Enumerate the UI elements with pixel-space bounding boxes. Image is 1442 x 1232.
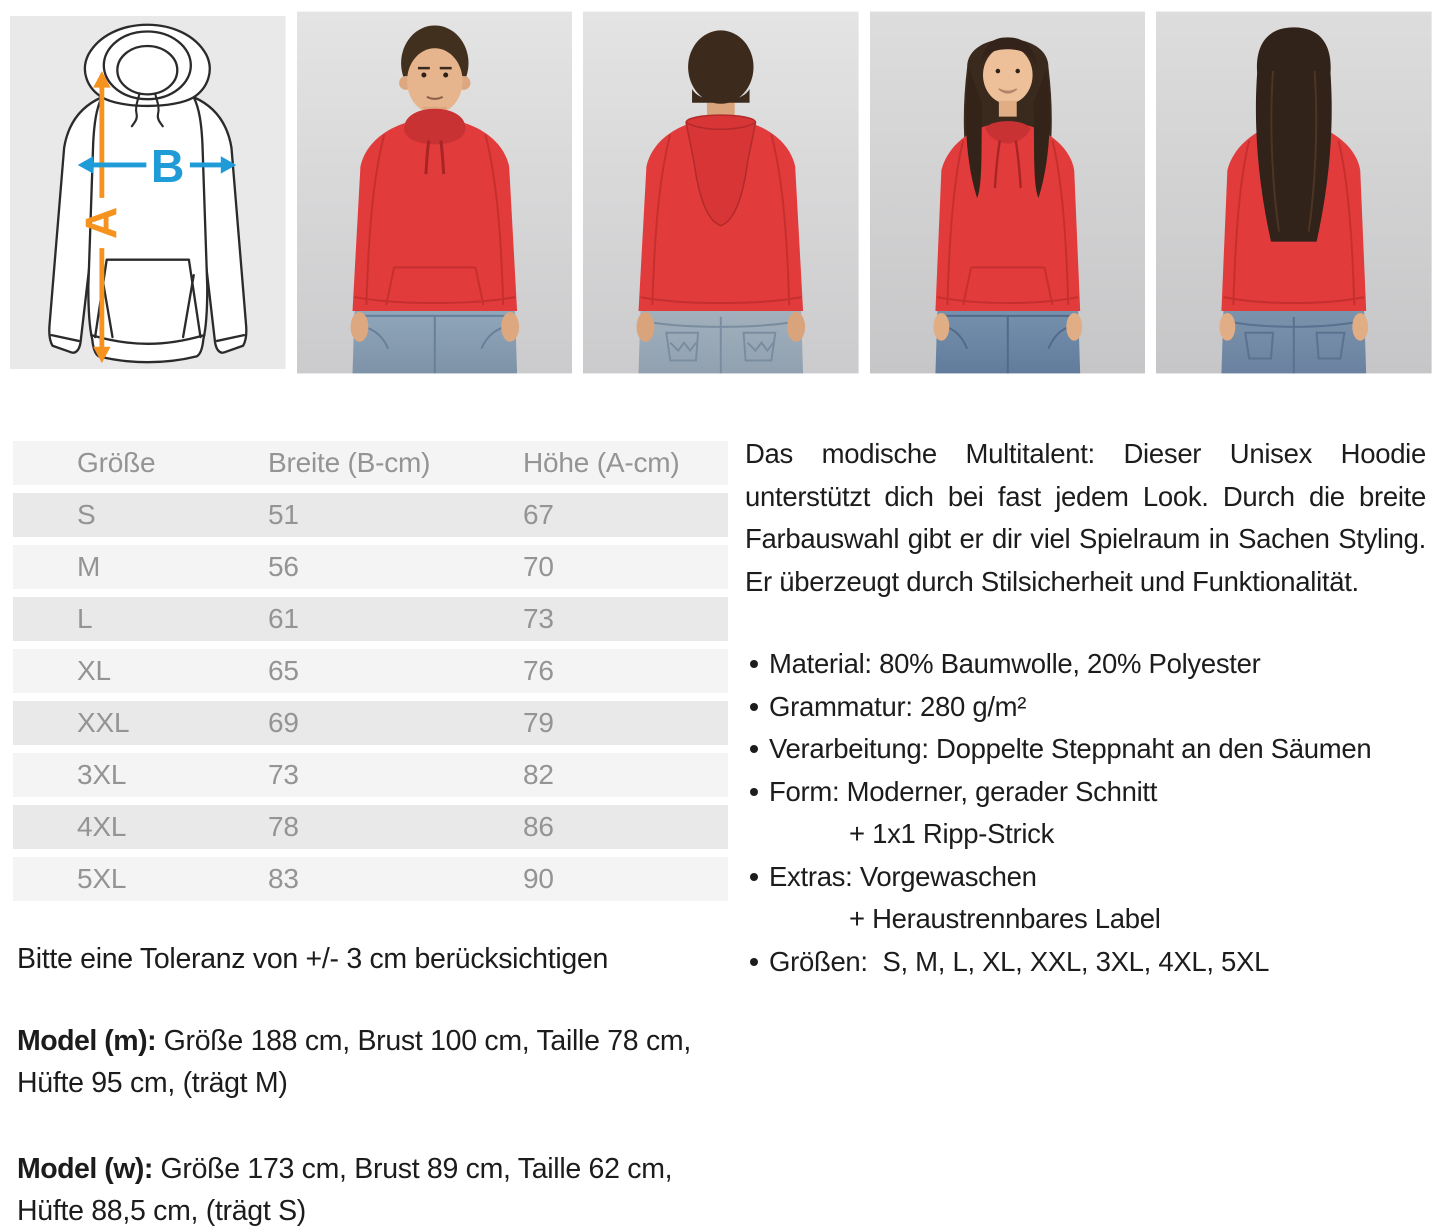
feature-text: Extras: Vorgewaschen [769,860,1037,892]
height-cell: 86 [523,811,554,842]
feature-extras-sub: + Heraustrennbares Label [849,903,1161,934]
width-cell: 65 [268,655,299,686]
size-chart-header-row [13,441,728,485]
feature-extras [745,856,1426,941]
bullet-icon [750,660,758,668]
bullet-icon [750,958,758,966]
width-cell: 73 [268,759,299,790]
bullet-icon [750,745,758,753]
feature-grammatur [745,686,1426,729]
size-cell: 4XL [77,811,127,842]
feature-text: Material: 80% Baumwolle, 20% Polyester [769,648,1261,679]
header-height: Höhe (A-cm) [523,447,680,478]
feature-list [745,643,1426,983]
width-cell: 56 [268,551,299,582]
size-cell: 5XL [77,863,127,894]
width-cell: 78 [268,811,299,842]
size-row [13,805,728,849]
feature-verarbeitung [745,728,1426,771]
model-w-note [17,1148,717,1232]
bullet-icon [750,703,758,711]
size-cell: 3XL [77,759,127,790]
width-cell: 61 [268,603,299,634]
model-m-text: Größe 188 cm, Brust 100 cm, Taille 78 cm, Hüfte 95 cm, (trägt M) [17,1025,691,1099]
height-cell: 73 [523,603,554,634]
model-m-note [17,1020,717,1104]
bullet-icon [750,873,758,881]
height-cell: 82 [523,759,554,790]
size-row [13,545,728,589]
feature-form-sub: + 1x1 Ripp-Strick [849,818,1055,849]
male-front-photo [297,10,573,375]
size-row [13,597,728,641]
male-back-photo [583,10,859,375]
bullet-icon [750,788,758,796]
width-cell: 69 [268,707,299,738]
size-row [13,649,728,693]
height-cell: 90 [523,863,554,894]
model-w-text: Größe 173 cm, Brust 89 cm, Taille 62 cm, Hüfte 88,5 cm, (trägt S) [17,1153,673,1227]
female-back-photo [1156,10,1432,375]
feature-text: Grammatur: 280 g/m² [769,690,1027,722]
height-cell: 79 [523,707,554,738]
feature-groessen [745,941,1426,984]
size-chart [13,433,728,909]
label-a: A [77,206,127,240]
height-cell: 67 [523,499,554,530]
size-cell: XL [77,655,111,686]
photo-male-back [583,10,859,375]
size-cell: M [77,551,101,582]
tolerance-note: Bitte eine Toleranz von +/- 3 cm berücksichtigen [17,943,609,975]
hoodie-measurement-diagram [10,10,286,375]
product-description: Das modische Multitalent: Dieser Unisex Hoodie unterstützt dich bei fast jedem Look. Durch die breite Farbauswahl gibt er dir viel Spielraum in Sachen Styling. Er überzeugt durch Stilsicherheit und Funktionalität. [745,438,1426,597]
size-row [13,753,728,797]
size-diagram-panel [10,10,286,375]
feature-text: Form: Moderner, gerader Schnitt [769,775,1158,807]
model-m-label: Model (m): [17,1025,157,1057]
label-b: B [150,139,185,192]
female-front-photo [870,10,1146,375]
feature-text: Größen: S, M, L, XL, XXL, 3XL, 4XL, 5XL [769,945,1270,977]
size-row [13,493,728,537]
size-row [13,857,728,901]
header-width: Breite (B-cm) [268,447,431,478]
height-cell: 70 [523,551,554,582]
photo-female-back [1156,10,1432,375]
size-cell: XXL [77,707,130,738]
size-row [13,701,728,745]
feature-text: Verarbeitung: Doppelte Steppnaht an den Säumen [769,733,1372,764]
size-cell: L [77,603,93,634]
product-detail-sheet [0,10,1442,1232]
product-gallery [10,10,1432,375]
height-cell: 76 [523,655,554,686]
photo-female-front [870,10,1146,375]
model-w-label: Model (w): [17,1153,153,1185]
size-cell: S [77,499,96,530]
description-column [745,433,1426,1232]
size-chart-column [13,433,728,1232]
width-cell: 51 [268,499,299,530]
header-size: Größe [77,447,156,478]
product-info [0,433,1442,1232]
feature-material [745,643,1426,686]
photo-male-front [297,10,573,375]
feature-form [745,771,1426,856]
width-cell: 83 [268,863,299,894]
